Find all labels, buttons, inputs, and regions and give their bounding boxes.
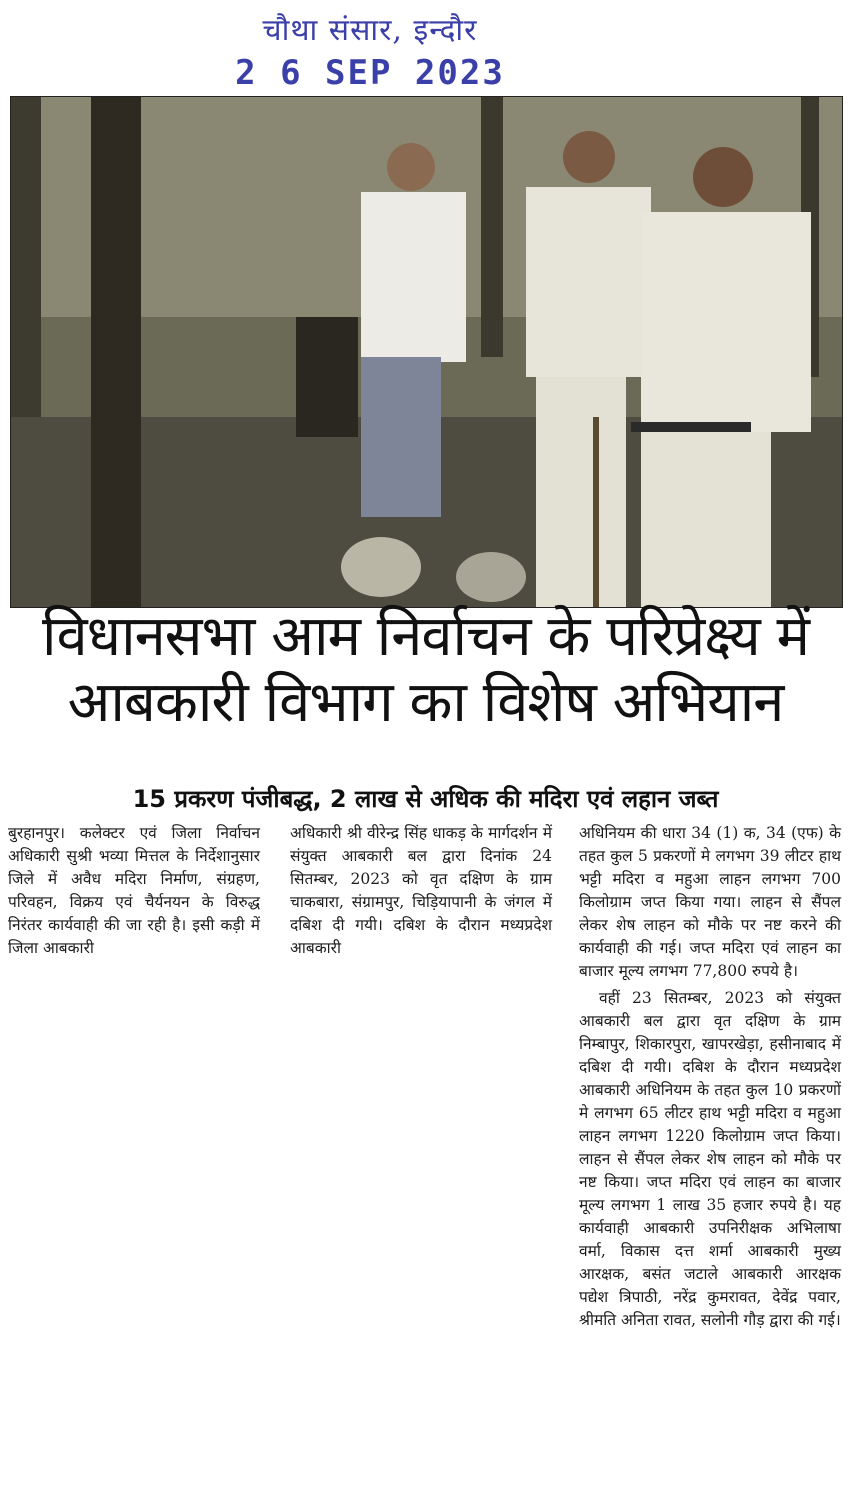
article-subheadline: 15 प्रकरण पंजीबद्ध, 2 लाख से अधिक की मदिरा एवं लहान जब्त <box>132 785 719 813</box>
photo-icon <box>11 97 842 607</box>
news-photo <box>10 96 843 608</box>
column-2-text: अधिकारी श्री वीरेन्द्र सिंह धाकड़ के मार्गदर्शन में संयुक्त आबकारी बल द्वारा दिनांक 24 सितम्बर, 2023 को वृत दक्षिण के ग्राम चाकबारा, संग्रामपुर, चिड़ियापानी के जंगल में दबिश दी गयी। दबिश के दौरान मध्यप्रदेश आबकारी <box>290 824 552 957</box>
publication-name: चौथा संसार, इन्दौर <box>262 13 478 48</box>
column-1-text: बुरहानपुर। कलेक्टर एवं जिला निर्वाचन अधिकारी सुश्री भव्या मित्तल के निर्देशानुसार जिले में अवैध मदिरा निर्माण, संग्रहण, परिवहन, विक्रय एवं चैर्यनयन के विरुद्ध निरंतर कार्यवाही की जा रही है। इसी कड़ी में जिला आबकारी <box>8 824 260 957</box>
article-column-1 <box>8 822 260 960</box>
headline-line-1: विधानसभा आम निर्वाचन के परिप्रेक्ष्य में <box>42 604 809 669</box>
article-headline <box>0 604 851 736</box>
publication-date: 2 6 SEP 2023 <box>235 53 505 93</box>
publication-stamp <box>170 8 570 93</box>
column-3-paragraph-2: वहीं 23 सितम्बर, 2023 को संयुक्त आबकारी बल द्वारा वृत दक्षिण के ग्राम निम्बापुर, शिकारपुरा, खापरखेड़ा, हसीनाबाद में दबिश दी गयी। दबिश के दौरान मध्यप्रदेश आबकारी अधिनियम के तहत कुल 10 प्रकरणों मे लगभग 65 लीटर हाथ भट्टी मदिरा व महुआ लाहन लगभग 1220 किलोग्राम जप्त किया। लाहन से सैंपल लेकर शेष लाहन को मौके पर नष्ट किया। जप्त मदिरा एवं लाहन का बाजार मूल्य लगभग 1 लाख 35 हजार रुपये है। यह कार्यवाही आबकारी उपनिरीक्षक अभिलाषा वर्मा, विकास दत्त शर्मा आबकारी मुख्य आरक्षक, बसंत जटाले आबकारी आरक्षक पद्येश त्रिपाठी, नरेंद्र कुमरावत, देवेंद्र पवार, श्रीमति अनिता रावत, सलोनी गौड़ द्वारा की गई। <box>579 989 841 1329</box>
column-3-paragraph-1: अधिनियम की धारा 34 (1) क, 34 (एफ) के तहत कुल 5 प्रकरणों मे लगभग 39 लीटर हाथ भट्टी मदिरा व महुआ लाहन लगभग 700 किलोग्राम जप्त किया गया। लाहन से सैंपल लेकर शेष लाहन को मौके पर नष्ट करने की कार्यवाही की गई। जप्त मदिरा एवं लाहन का बाजार मूल्य लगभग 77,800 रुपये है। <box>579 824 841 980</box>
headline-line-2: आबकारी विभाग का विशेष अभियान <box>67 670 784 735</box>
article-column-3 <box>579 822 841 1332</box>
article-column-2 <box>290 822 552 960</box>
